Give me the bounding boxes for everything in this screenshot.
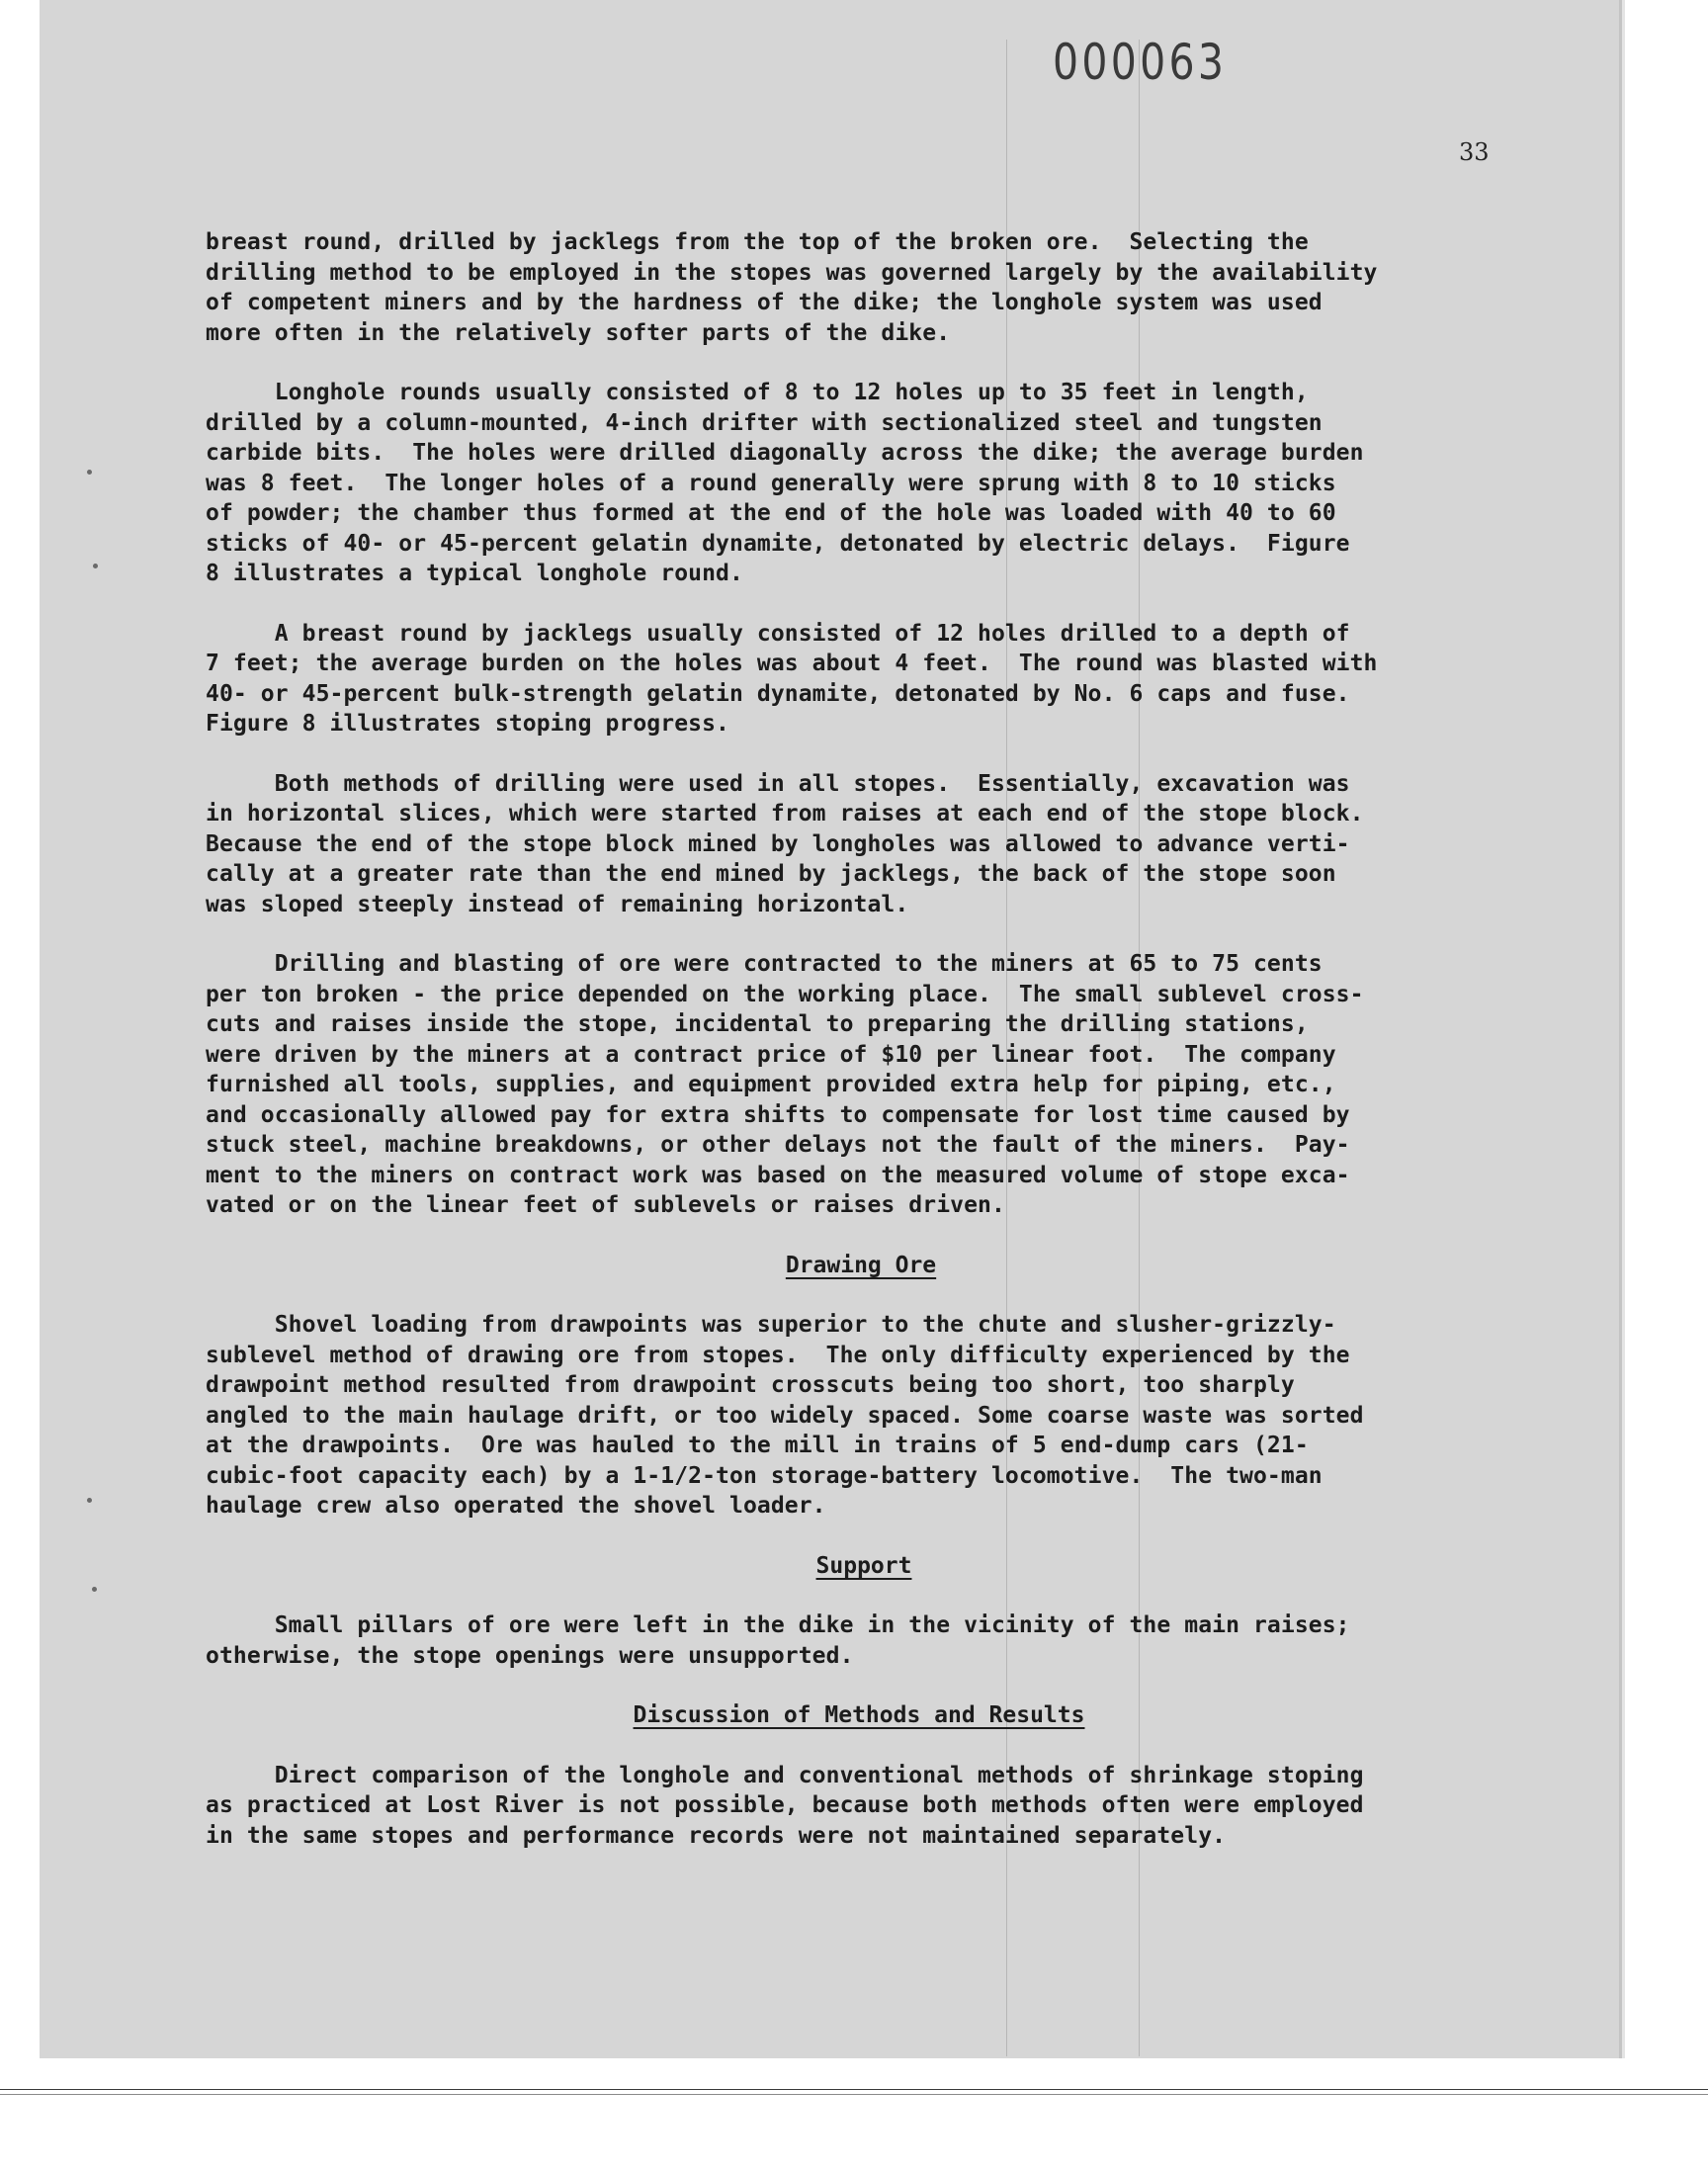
section-heading: Discussion of Methods and Results (633, 1702, 1085, 1728)
paragraph-line: ment to the miners on contract work was based on the measured volume of stope exca- (206, 1162, 1350, 1188)
paragraph-line: were driven by the miners at a contract price of $10 per linear foot. The company (206, 1041, 1336, 1068)
body-paragraph (206, 1761, 1512, 1852)
section-heading: Support (815, 1552, 912, 1579)
paragraph-line: angled to the main haulage drift, or too widely spaced. Some coarse waste was sorted (206, 1402, 1364, 1429)
paragraph-line: sticks of 40- or 45-percent gelatin dynamite, detonated by electric delays. Figure (206, 530, 1350, 557)
body-paragraph (206, 949, 1512, 1221)
paragraph-line: drilling method to be employed in the stopes was governed largely by the availability (206, 259, 1378, 286)
paragraph-line: Because the end of the stope block mined by longholes was allowed to advance verti- (206, 830, 1350, 857)
paragraph-line: Both methods of drilling were used in all stopes. Essentially, excavation was (206, 770, 1350, 797)
paragraph-line: otherwise, the stope openings were unsupported. (206, 1642, 854, 1669)
paragraph-line: of competent miners and by the hardness of the dike; the longhole system was used (206, 290, 1323, 315)
paragraph-line: 40- or 45-percent bulk-strength gelatin dynamite, detonated by No. 6 caps and fuse. (206, 680, 1350, 707)
body-paragraph (206, 619, 1512, 740)
document-body (206, 227, 1512, 1880)
paragraph-line: was 8 feet. The longer holes of a round generally were sprung with 8 to 10 sticks (206, 470, 1336, 496)
paragraph-line: carbide bits. The holes were drilled diagonally across the dike; the average burden (206, 440, 1364, 466)
paragraph-line: haulage crew also operated the shovel loader. (206, 1493, 826, 1519)
body-paragraph (206, 227, 1512, 348)
paragraph-line: Drilling and blasting of ore were contracted to the miners at 65 to 75 cents (206, 951, 1323, 977)
paragraph-line: of powder; the chamber thus formed at the end of the hole was loaded with 40 to 60 (206, 500, 1336, 526)
paragraph-line: cally at a greater rate than the end mined by jacklegs, the back of the stope soon (206, 861, 1336, 887)
paragraph-line: and occasionally allowed pay for extra shifts to compensate for lost time caused by (206, 1101, 1350, 1128)
paragraph-line: Shovel loading from drawpoints was superior to the chute and slusher-grizzly- (206, 1312, 1336, 1338)
paragraph-line: Small pillars of ore were left in the dike in the vicinity of the main raises; (206, 1612, 1350, 1638)
paragraph-line: furnished all tools, supplies, and equipment provided extra help for piping, etc., (206, 1072, 1336, 1097)
paragraph-line: drawpoint method resulted from drawpoint crosscuts being too short, too sharply (206, 1372, 1295, 1398)
scan-speck (92, 1587, 97, 1592)
paragraph-line: Longhole rounds usually consisted of 8 to 12 holes up to 35 feet in length, (206, 380, 1309, 405)
paragraph-line: more often in the relatively softer parts of the dike. (206, 319, 951, 346)
paragraph-line: in the same stopes and performance records were not maintained separately. (206, 1822, 1227, 1849)
body-paragraph (206, 769, 1512, 920)
scan-speck (87, 470, 92, 475)
section-heading-row (206, 1700, 1512, 1731)
paragraph-line: cubic-foot capacity each) by a 1-1/2-ton storage-battery locomotive. The two-man (206, 1462, 1323, 1489)
paragraph-line: as practiced at Lost River is not possible, because both methods often were employed (206, 1792, 1364, 1818)
scan-edge-line (0, 2089, 1708, 2090)
document-stamp-number: 000063 (1053, 34, 1228, 91)
paragraph-line: 7 feet; the average burden on the holes was about 4 feet. The round was blasted with (206, 651, 1378, 676)
paragraph-line: in horizontal slices, which were started from raises at each end of the stope block. (206, 801, 1364, 826)
paragraph-line: was sloped steeply instead of remaining horizontal. (206, 891, 909, 917)
section-heading: Drawing Ore (785, 1252, 937, 1278)
paragraph-line: drilled by a column-mounted, 4-inch drifter with sectionalized steel and tungsten (206, 409, 1323, 436)
paragraph-line: 8 illustrates a typical longhole round. (206, 561, 743, 586)
paragraph-line: stuck steel, machine breakdowns, or other delays not the fault of the miners. Pay- (206, 1132, 1350, 1158)
paragraph-line: at the drawpoints. Ore was hauled to the mill in trains of 5 end-dump cars (21- (206, 1433, 1309, 1458)
paragraph-line: breast round, drilled by jacklegs from the top of the broken ore. Selecting the (206, 229, 1309, 255)
page-number: 33 (1459, 138, 1490, 166)
scan-speck (93, 564, 98, 568)
paragraph-line: per ton broken - the price depended on the working place. The small sublevel cross- (206, 981, 1364, 1007)
body-paragraph (206, 1610, 1512, 1671)
body-paragraph (206, 1310, 1512, 1522)
scan-speck (87, 1498, 92, 1503)
paragraph-line: cuts and raises inside the stope, incidental to preparing the drilling stations, (206, 1011, 1309, 1037)
body-paragraph (206, 378, 1512, 589)
paragraph-line: Direct comparison of the longhole and conventional methods of shrinkage stoping (206, 1762, 1364, 1788)
paragraph-line: A breast round by jacklegs usually consisted of 12 holes drilled to a depth of (206, 620, 1350, 647)
section-heading-row (206, 1551, 1512, 1582)
paragraph-line: Figure 8 illustrates stoping progress. (206, 711, 729, 737)
section-heading-row (206, 1251, 1512, 1281)
paragraph-line: vated or on the linear feet of sublevels or raises driven. (206, 1192, 1005, 1218)
paragraph-line: sublevel method of drawing ore from stopes. The only difficulty experienced by the (206, 1342, 1350, 1368)
scan-edge-line (0, 2094, 1708, 2095)
